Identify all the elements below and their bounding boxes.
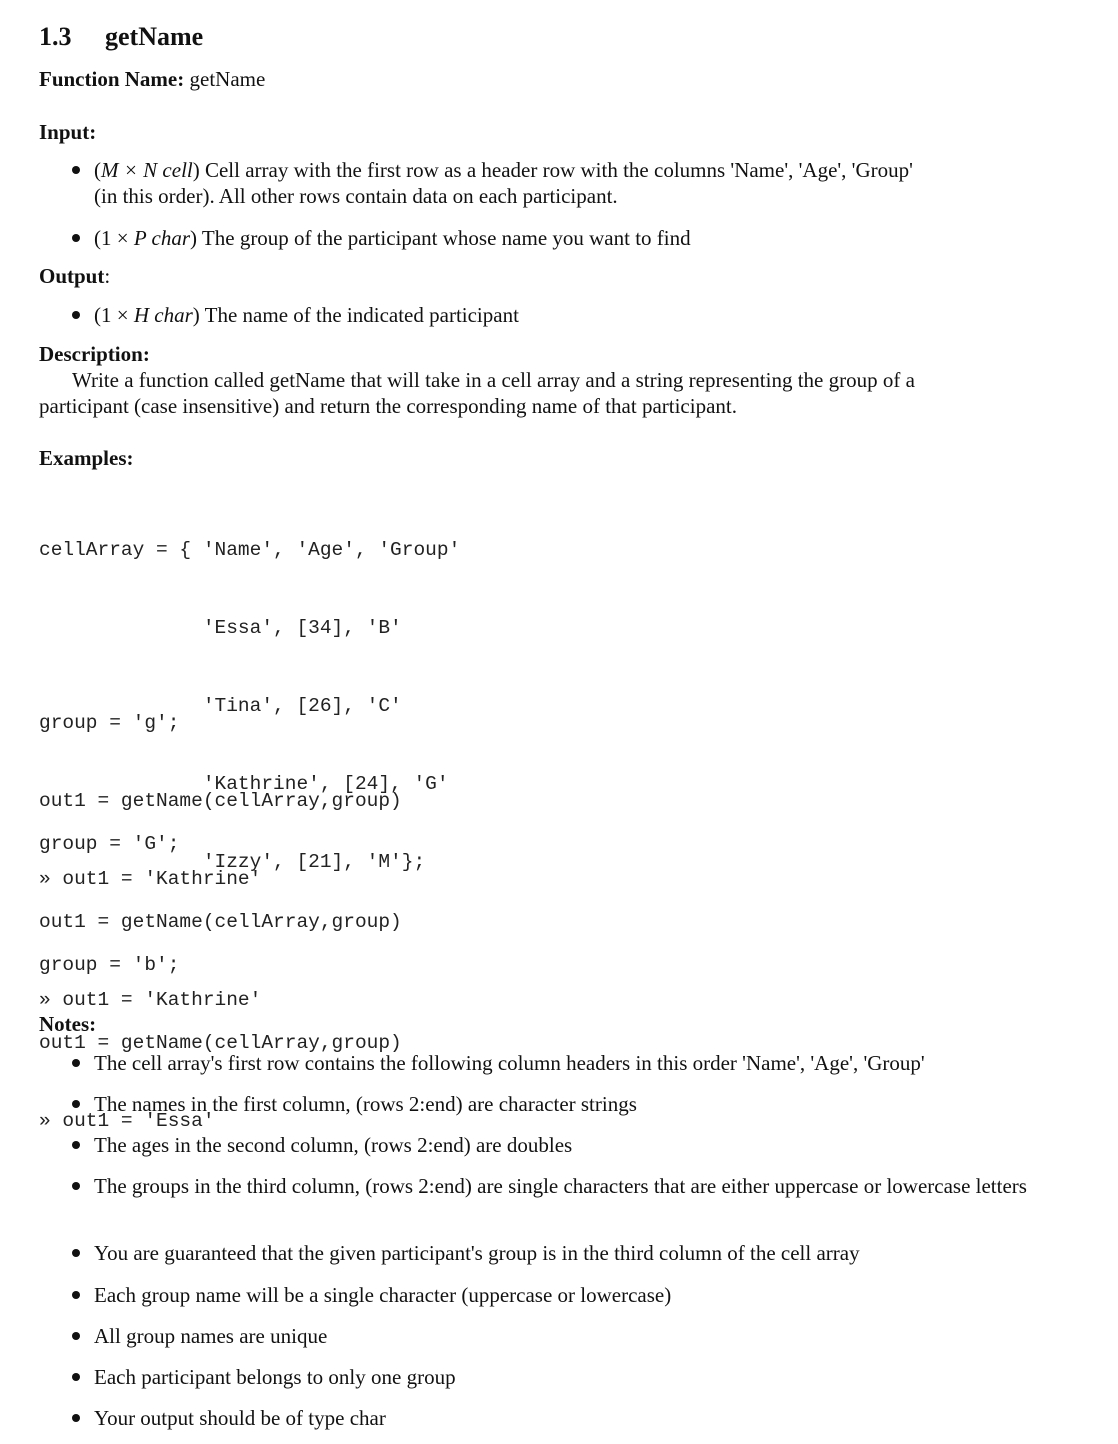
- output-item: [0, 302, 1118, 330]
- note-text: The ages in the second column, (rows 2:end) are doubles: [94, 1133, 573, 1157]
- dims-suffix: ): [192, 303, 200, 327]
- item-text-line1: The group of the participant whose name you want to find: [197, 226, 691, 250]
- description-line1: Write a function called getName that will take in a cell array and a string representing the group of a: [72, 368, 915, 392]
- code-line: group = 'G';: [39, 833, 180, 855]
- section-name: getName: [105, 22, 204, 51]
- code-line: group = 'b';: [39, 954, 180, 976]
- output-heading-colon: :: [104, 264, 111, 288]
- note-text: Each group name will be a single character (uppercase or lowercase): [94, 1283, 672, 1307]
- code-line: 'Izzy', [21], 'M'};: [39, 851, 426, 873]
- output-heading-label: Output: [39, 264, 105, 288]
- dims-prefix: (1 ×: [94, 303, 134, 327]
- item-text-line2: (in this order). All other rows contain data on each participant.: [94, 184, 618, 208]
- code-line: 'Essa', [34], 'B': [39, 617, 402, 639]
- note-text: Each participant belongs to only one group: [94, 1365, 456, 1389]
- section-title: [39, 22, 203, 52]
- code-line: out1 = getName(cellArray,group): [39, 1032, 402, 1054]
- section-number: 1.3: [39, 22, 72, 51]
- input-item-text: [94, 225, 1069, 251]
- dims-math: P char: [133, 226, 191, 250]
- code-output-line: » out1 = 'Kathrine': [39, 989, 262, 1011]
- code-line: out1 = getName(cellArray,group): [39, 790, 402, 812]
- code-line: group = 'g';: [39, 712, 180, 734]
- code-line: 'Tina', [26], 'C': [39, 695, 402, 717]
- function-name-label: Function Name:: [39, 67, 185, 91]
- dims-suffix: ): [190, 226, 198, 250]
- code-output-line: » out1 = 'Essa': [39, 1110, 215, 1132]
- description-line2: participant (case insensitive) and return the corresponding name of that participant.: [39, 394, 737, 418]
- note-text: The cell array's first row contains the following column headers in this order 'Name', 'Age', 'Group': [94, 1051, 925, 1075]
- note-text: Your output should be of type char: [94, 1406, 386, 1430]
- notes-heading: Notes:: [39, 1012, 97, 1036]
- output-item-text: [94, 302, 1069, 328]
- note-text: You are guaranteed that the given participant's group is in the third column of the cell array: [94, 1241, 860, 1265]
- input-item: [0, 157, 1118, 213]
- code-line: 'Kathrine', [24], 'G': [39, 773, 449, 795]
- code-line: out1 = getName(cellArray,group): [39, 911, 402, 933]
- dims-prefix: (1 ×: [94, 226, 134, 250]
- note-text: The names in the first column, (rows 2:end) are character strings: [94, 1092, 637, 1116]
- function-name-value: getName: [189, 67, 266, 91]
- dims-prefix: (: [94, 158, 101, 182]
- description-heading: Description:: [39, 342, 150, 366]
- input-heading: Input:: [39, 120, 97, 144]
- input-item-text: [94, 157, 1069, 209]
- code-output-line: » out1 = 'Kathrine': [39, 868, 262, 890]
- note-text: All group names are unique: [94, 1324, 328, 1348]
- examples-heading: Examples:: [39, 446, 134, 470]
- dims-math: H char: [133, 303, 193, 327]
- dims-suffix: ): [192, 158, 200, 182]
- item-text-line1: The name of the indicated participant: [199, 303, 519, 327]
- input-item: [0, 225, 1118, 253]
- function-name-line: [39, 66, 265, 92]
- note-text: The groups in the third column, (rows 2:end) are single characters that are either uppercase or lowercase letters: [94, 1174, 1027, 1198]
- dims-math: M × N cell: [101, 158, 193, 182]
- code-line: cellArray = { 'Name', 'Age', 'Group': [39, 539, 461, 561]
- item-text-line1: Cell array with the first row as a header row with the columns 'Name', 'Age', 'Group': [199, 158, 913, 182]
- output-heading: [39, 263, 110, 289]
